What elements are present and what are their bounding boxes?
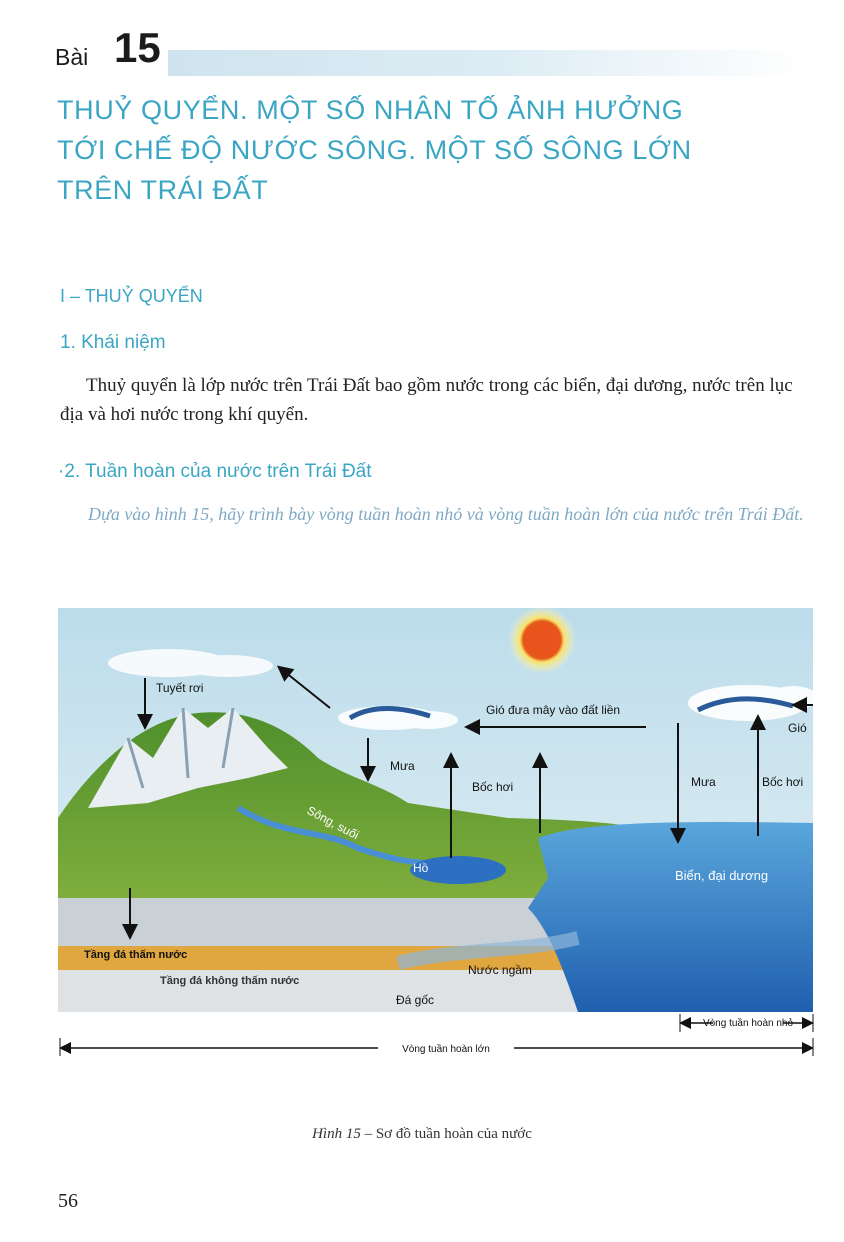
small-cycle-text: Vòng tuần hoàn nhỏ: [702, 1018, 794, 1029]
label-wind-clouds: Gió đưa mây vào đất liền: [486, 703, 621, 717]
title-line-3: TRÊN TRÁI ĐẤT: [57, 175, 269, 205]
water-cycle-diagram: [58, 608, 813, 1012]
label-evaporation-sea: Bốc hơi: [762, 775, 804, 789]
sea: [528, 822, 813, 1012]
figure-caption: [0, 1126, 844, 1143]
lesson-title: [57, 90, 797, 210]
caption-text: – Sơ đồ tuần hoàn của nước: [360, 1126, 532, 1142]
title-line-2: TỚI CHẾ ĐỘ NƯỚC SÔNG. MỘT SỐ SÔNG LỚN: [57, 135, 692, 165]
lesson-header-bar: [168, 50, 808, 76]
lesson-number: 15: [114, 24, 161, 71]
cycle-range-indicators: [58, 1012, 818, 1062]
label-bedrock: Đá gốc: [396, 993, 435, 1007]
label-snow: Tuyết rơi: [156, 681, 204, 695]
label-groundwater: Nước ngầm: [468, 963, 532, 977]
lesson-word: Bài: [55, 44, 89, 70]
label-rain-land: Mưa: [390, 759, 415, 773]
section-heading: I – THUỶ QUYỂN: [60, 286, 203, 306]
question-text: Dựa vào hình 15, hãy trình bày vòng tuần hoàn nhỏ và vòng tuần hoàn lớn của nước trên Trái Đất.: [88, 504, 804, 524]
label-permeable: Tầng đá thấm nước: [84, 949, 188, 961]
label-wind: Gió: [788, 721, 807, 735]
permeable-layer: [58, 898, 578, 946]
subsection-heading-2: ·2. Tuần hoàn của nước trên Trái Đất: [58, 461, 372, 482]
label-evaporation-land: Bốc hơi: [472, 780, 514, 794]
label-stream: Sông, suối: [304, 803, 362, 843]
label-large-cycle: Vòng tuần hoàn lớn: [402, 1044, 490, 1055]
body-paragraph: Thuỷ quyển là lớp nước trên Trái Đất bao gồm nước trong các biển, đại dương, nước trên lục địa và hơi nước trong khí quyển.: [60, 375, 793, 425]
label-impermeable: Tầng đá không thấm nước: [160, 975, 300, 987]
figure-number: Hình 15: [312, 1126, 361, 1142]
label-rain-sea: Mưa: [691, 775, 716, 789]
title-line-1: THUỶ QUYỂN. MỘT SỐ NHÂN TỐ ẢNH HƯỞNG: [57, 95, 684, 125]
label-lake: Hồ: [413, 861, 429, 875]
label-sea: Biển, đại dương: [675, 868, 769, 883]
page-number: 56: [58, 1190, 78, 1212]
label-small-cycle: [703, 1017, 794, 1029]
subsection-heading-1: 1. Khái niệm: [60, 332, 166, 353]
